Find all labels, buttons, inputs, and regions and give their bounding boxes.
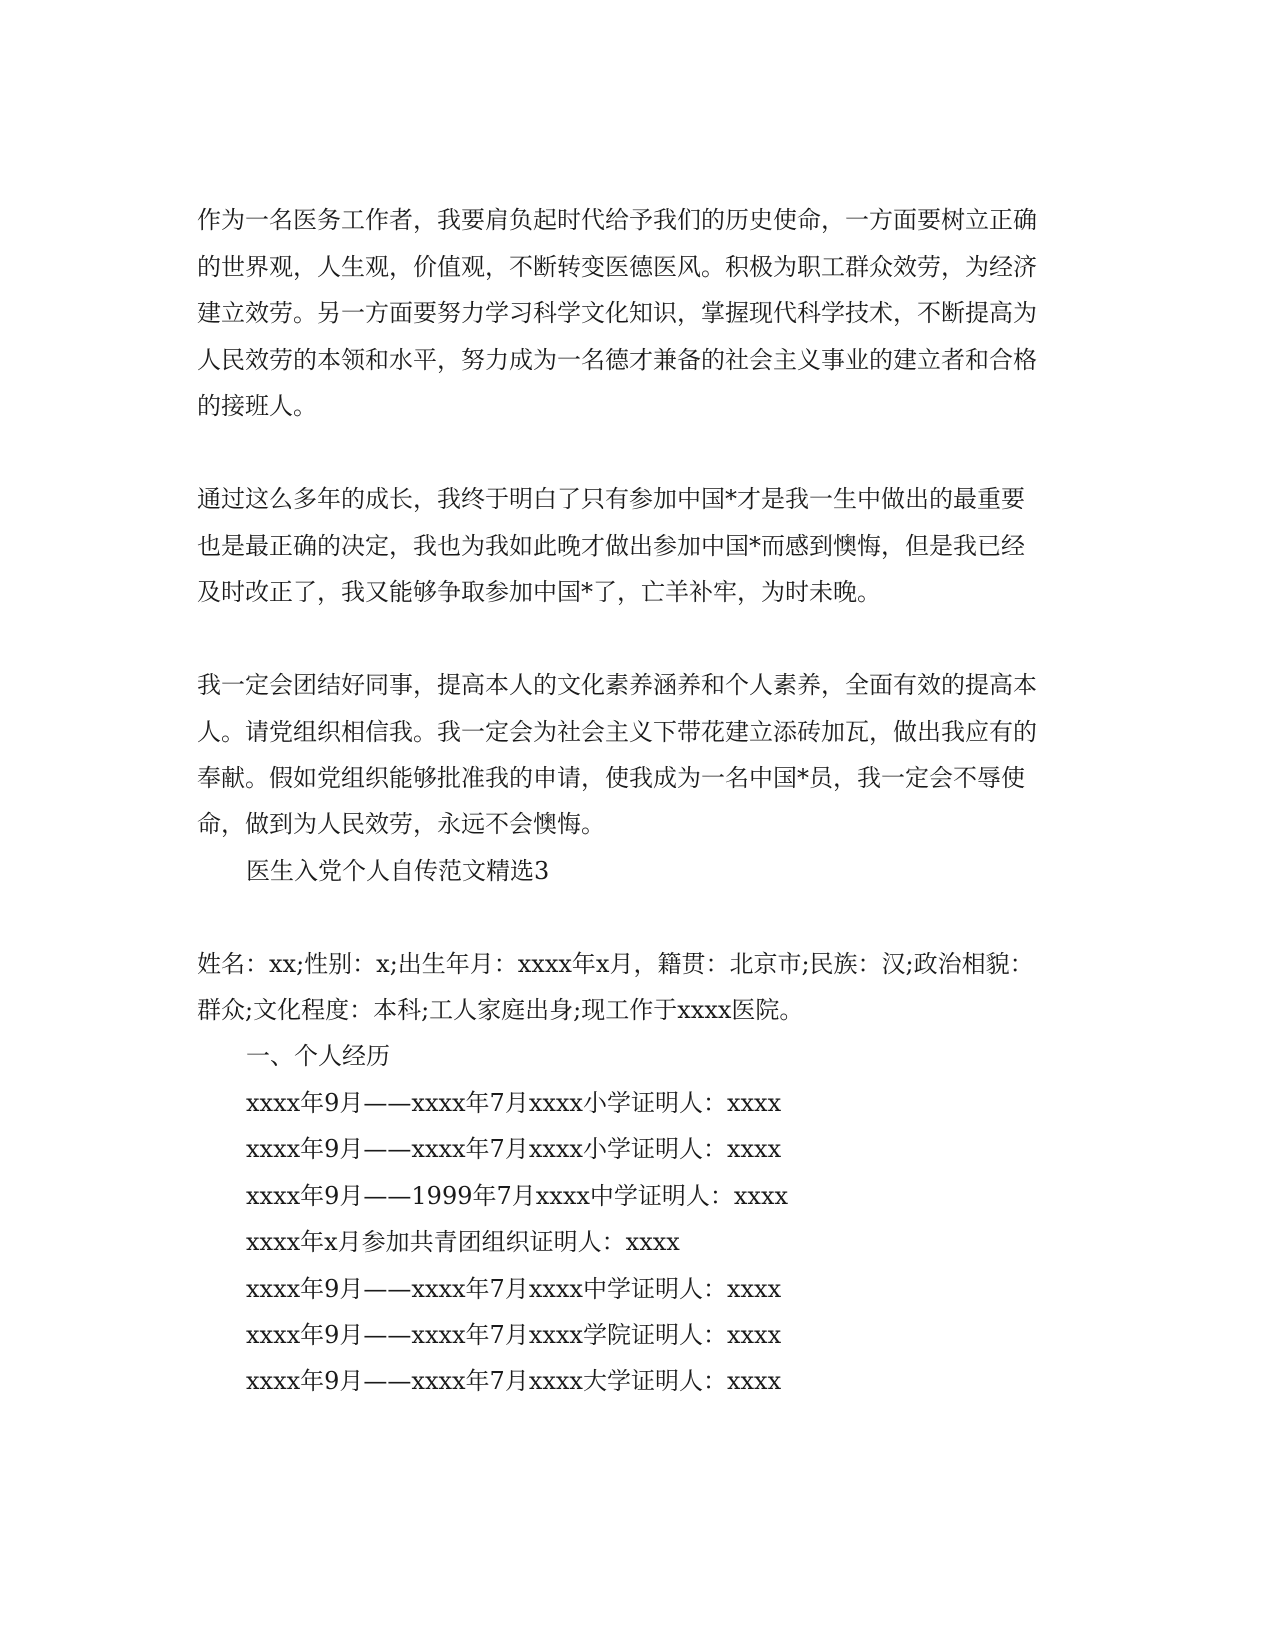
subheading-personal-history: 一、个人经历: [246, 1042, 390, 1070]
history-entry: xxxx年9月——xxxx年7月xxxx中学证明人：xxxx: [246, 1275, 782, 1303]
history-entry: xxxx年9月——xxxx年7月xxxx小学证明人：xxxx: [246, 1135, 782, 1163]
personal-info-line-1: 姓名：xx;性别：x;出生年月：xxxx年x月，籍贯：北京市;民族：汉;政治相貌：: [197, 950, 1034, 978]
paragraph-1-line-3: 建立效劳。另一方面要努力学习科学文化知识，掌握现代科学技术，不断提高为: [197, 299, 1037, 327]
history-entry: xxxx年9月——xxxx年7月xxxx小学证明人：xxxx: [246, 1089, 782, 1117]
paragraph-2-line-3: 及时改正了，我又能够争取参加中国*了，亡羊补牢，为时未晚。: [197, 578, 881, 606]
paragraph-3-line-3: 奉献。假如党组织能够批准我的申请，使我成为一名中国*员，我一定会不辱使: [197, 764, 1025, 792]
history-entry: xxxx年x月参加共青团组织证明人：xxxx: [246, 1228, 680, 1256]
paragraph-3-line-4: 命，做到为人民效劳，永远不会懊悔。: [197, 810, 605, 838]
history-entry: xxxx年9月——1999年7月xxxx中学证明人：xxxx: [246, 1182, 789, 1210]
history-entry: xxxx年9月——xxxx年7月xxxx学院证明人：xxxx: [246, 1321, 782, 1349]
paragraph-3-line-1: 我一定会团结好同事，提高本人的文化素养涵养和个人素养，全面有效的提高本: [197, 671, 1037, 699]
paragraph-1-line-1: 作为一名医务工作者，我要肩负起时代给予我们的历史使命，一方面要树立正确: [197, 206, 1037, 234]
paragraph-1-line-2: 的世界观，人生观，价值观，不断转变医德医风。积极为职工群众效劳，为经济: [197, 253, 1037, 281]
paragraph-2-line-1: 通过这么多年的成长，我终于明白了只有参加中国*才是我一生中做出的最重要: [197, 485, 1025, 513]
section-title: 医生入党个人自传范文精选3: [246, 857, 550, 885]
personal-info-line-2: 群众;文化程度：本科;工人家庭出身;现工作于xxxx医院。: [197, 996, 804, 1024]
history-entry: xxxx年9月——xxxx年7月xxxx大学证明人：xxxx: [246, 1367, 782, 1395]
paragraph-1-line-5: 的接班人。: [197, 392, 317, 420]
paragraph-3-line-2: 人。请党组织相信我。我一定会为社会主义下带花建立添砖加瓦，做出我应有的: [197, 718, 1037, 746]
paragraph-1-line-4: 人民效劳的本领和水平，努力成为一名德才兼备的社会主义事业的建立者和合格: [197, 346, 1037, 374]
paragraph-2-line-2: 也是最正确的决定，我也为我如此晚才做出参加中国*而感到懊悔，但是我已经: [197, 532, 1025, 560]
